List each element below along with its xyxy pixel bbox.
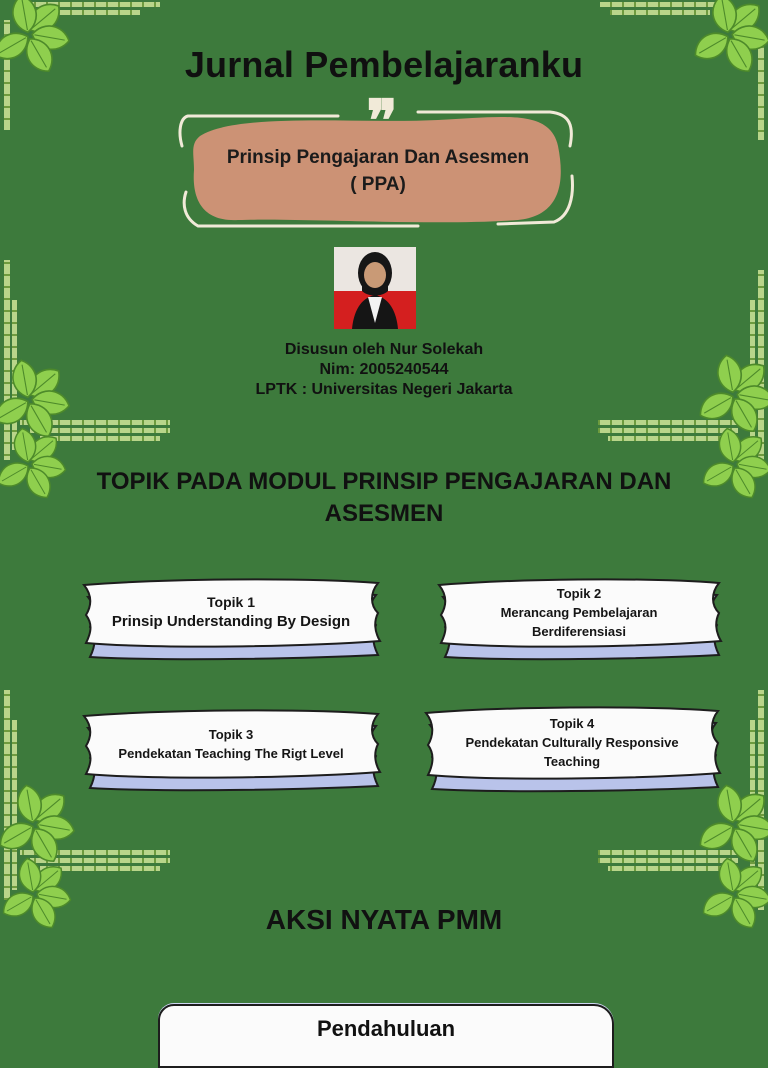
quote-icon: ❞ — [366, 87, 398, 155]
subject-line-1: Prinsip Pengajaran Dan Asesmen — [226, 147, 530, 168]
topic-card-3-text — [78, 708, 384, 780]
pendahuluan-card — [158, 1004, 614, 1068]
topic-card-2-text — [433, 577, 725, 649]
topic-card-4-text — [420, 705, 724, 781]
author-nim: Nim: 2005240544 — [319, 361, 449, 378]
author-info — [0, 340, 768, 400]
topic-label: Topik 2 — [556, 586, 602, 601]
pendahuluan-label: Pendahuluan — [316, 1016, 456, 1041]
aksi-heading: AKSI NYATA PMM — [265, 904, 503, 935]
author-lptk: LPTK : Universitas Negeri Jakarta — [255, 381, 513, 398]
topic-label: Topik 4 — [549, 716, 595, 731]
page-title: Jurnal Pembelajaranku — [184, 44, 584, 85]
topic-name: Pendekatan Teaching The Rigt Level — [118, 745, 344, 761]
topic-card-4 — [420, 705, 724, 791]
topics-heading-line-1: TOPIK PADA MODUL PRINSIP PENGAJARAN DAN — [96, 468, 672, 495]
author-avatar — [334, 247, 416, 329]
topics-heading-line-2: ASESMEN — [324, 500, 444, 527]
topic-label: Topik 1 — [207, 594, 255, 610]
topics-heading — [60, 466, 708, 530]
author-name: Disusun oleh Nur Solekah — [284, 341, 484, 358]
topic-name: Prinsip Understanding By Design — [111, 613, 351, 630]
topic-name: Merancang Pembelajaran Berdiferensiasi — [500, 605, 658, 639]
topic-card-1 — [78, 577, 384, 657]
topic-card-2 — [433, 577, 725, 659]
person-photo-icon — [334, 247, 416, 329]
topic-card-1-text — [78, 577, 384, 647]
topic-label: Topik 3 — [208, 726, 254, 742]
subject-title — [188, 144, 568, 198]
topic-card-3 — [78, 708, 384, 790]
subject-line-2: ( PPA) — [350, 174, 406, 195]
topic-name: Pendekatan Culturally Responsive Teaching — [465, 735, 679, 769]
